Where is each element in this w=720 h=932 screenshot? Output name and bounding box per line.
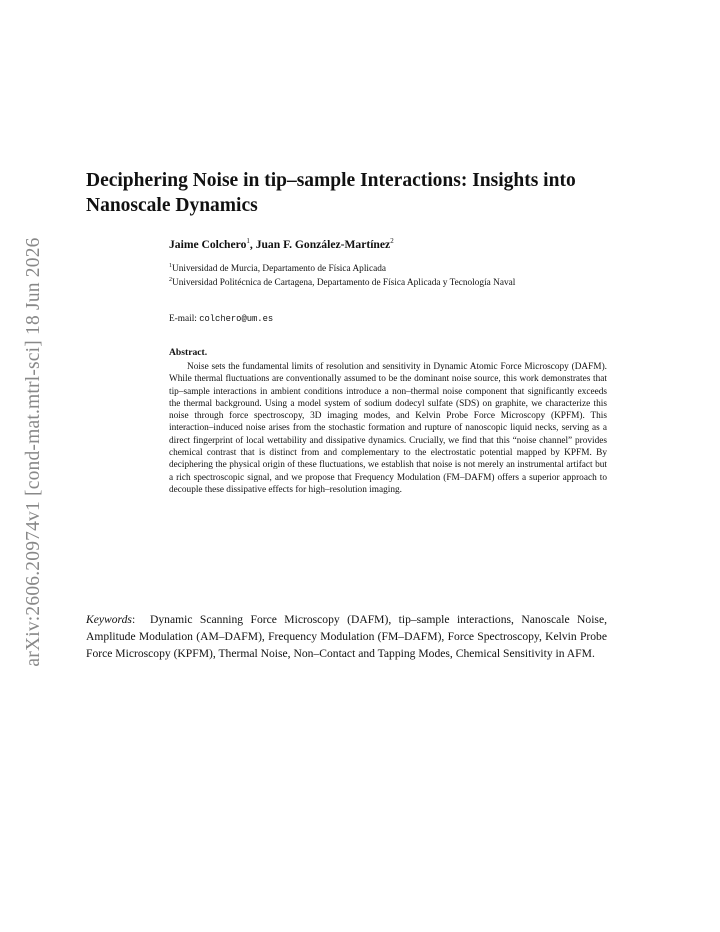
keywords: Keywords: Dynamic Scanning Force Microscopy (DAFM), tip–sample interactions, Nanoscale Noise, Amplitude Modulation (AM–DAFM), Frequency Modulation (FM–DAFM), Force Spectroscopy, Kelvin Probe Force Microscopy (KPFM), Thermal Noise, Non–Contact and Tapping Modes, Chemical Sensitivity in AFM. <box>86 613 607 660</box>
paper-title: Deciphering Noise in tip–sample Interactions: Insights into Nanoscale Dynamics <box>86 170 576 216</box>
author-affiliation-mark: 2 <box>390 237 394 245</box>
arxiv-stamp <box>0 0 60 932</box>
affiliation-mark: 1 <box>169 263 172 269</box>
keywords-list: Dynamic Scanning Force Microscopy (DAFM), tip–sample interactions, Nanoscale Noise, Amplitude Modulation (AM–DAFM), Frequency Modulation (FM–DAFM), Force Spectroscopy, Kelvin Probe Force Microscopy (KPFM), Thermal Noise, Non–Contact and Tapping Modes, Chemical Sensitivity in AFM. <box>86 613 607 660</box>
abstract-heading: Abstract. <box>169 347 208 358</box>
affiliation <box>169 274 569 291</box>
author-name: Jaime Colchero <box>169 237 247 251</box>
affiliation-mark: 2 <box>169 277 172 283</box>
affiliation-text: Universidad Politécnica de Cartagena, Departamento de Física Aplicada y Tecnología Naval <box>172 278 516 289</box>
email-address[interactable]: colchero@um.es <box>199 314 274 324</box>
author-affiliation-mark: 1 <box>246 237 250 245</box>
keywords-label: Keywords <box>86 613 132 626</box>
abstract-body: Noise sets the fundamental limits of resolution and sensitivity in Dynamic Atomic Force Microscopy (DAFM). While thermal fluctuations are conventionally assumed to be the dominant noise source, this work demonstrates that tip–sample interactions in ambient conditions introduce a non–thermal noise component that significantly exceeds the thermal background. Using a model system of sodium dodecyl sulfate (SDS) on graphite, we characterize this noise through force spectroscopy, 3D imaging modes, and Kelvin Probe Force Microscopy (KPFM). This interaction–induced noise arises from the stochastic formation and rupture of nanoscopic liquid necks, serving as a direct fingerprint of local wettability and dissipative dynamics. Crucially, we find that this “noise channel” provides chemical contrast that is distinct from and complementary to the electrostatic potential mapped by KPFM. By deciphering the physical origin of these fluctuations, we establish that noise is not merely an instrumental artifact but a rich spectroscopic signal, and we propose that Frequency Modulation (FM–DAFM) offers a superior approach to decouple these dissipative effects for high–resolution imaging. <box>169 362 607 495</box>
affiliation-text: Universidad de Murcia, Departamento de Física Aplicada <box>172 264 387 275</box>
arxiv-identifier: arXiv:2606.20974v1 [cond-mat.mtrl-sci] 18 Jun 2026 <box>23 237 44 667</box>
email-label: E-mail: <box>169 314 197 324</box>
author-list: Jaime Colchero$^1$, Juan F. González-Martínez$^2$ <box>169 237 394 251</box>
author-name: Juan F. González-Martínez <box>255 237 391 251</box>
contact-email <box>169 314 273 324</box>
